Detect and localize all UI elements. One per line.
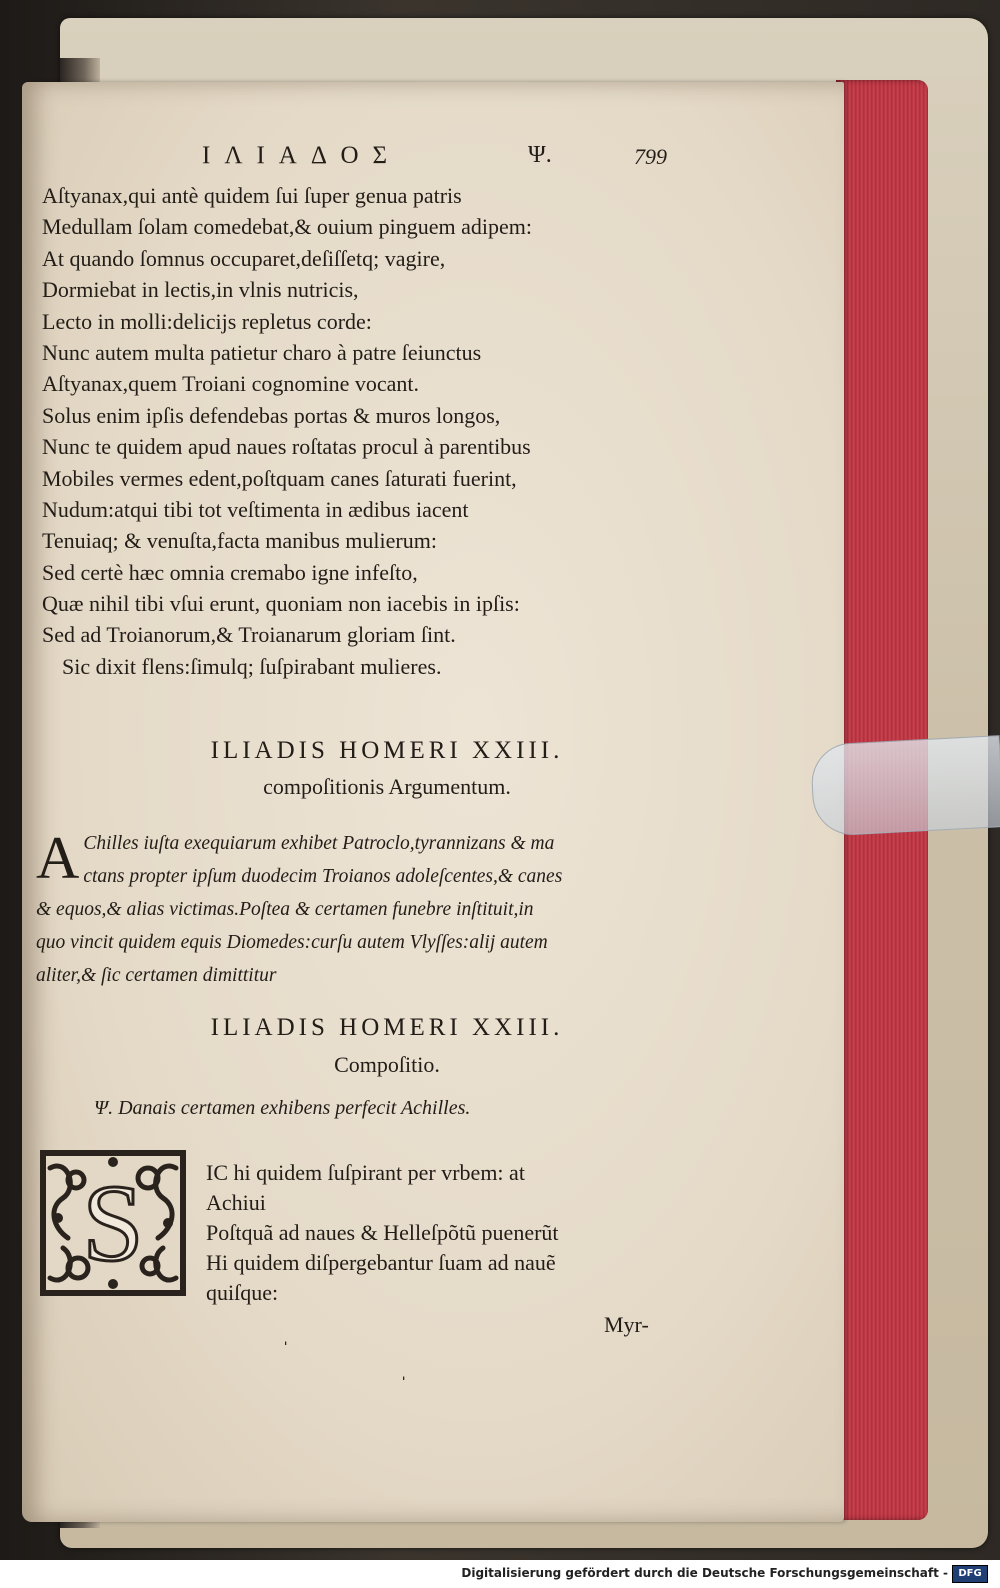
verse-line: Lecto in molli:delicijs repletus corde: — [42, 308, 372, 334]
argument-line: quo vincit quidem equis Diomedes:curſu autem Vlyſſes:alij autem — [36, 932, 548, 953]
ornamental-drop-cap — [38, 1148, 188, 1298]
opening-verses — [206, 1158, 696, 1308]
verse-line: Nunc te quidem apud naues roſtatas procul à parentibus — [42, 434, 531, 460]
argument-line: & equos,& alias victimas.Poſtea & certamen funebre inſtituit,in — [36, 899, 534, 920]
argument-subtitle: compoſitionis Argumentum. — [263, 774, 511, 799]
page-content — [22, 82, 844, 1522]
drop-cap-ornament-icon — [38, 1148, 188, 1298]
verse-line: Mobiles vermes edent,poſtquam canes ſaturati fuerint, — [42, 465, 517, 491]
verse-line: Solus enim ipſis defendebas portas & muros longos, — [42, 402, 501, 428]
verse-line: Achiui — [206, 1190, 266, 1215]
verse-line: Tenuiaq; & venuſta,facta manibus mulierum: — [42, 528, 437, 554]
argument-line: Chilles iuſta exequiarum exhibet Patroclo,tyrannizans & ma — [83, 833, 555, 854]
verse-line: Sic dixit flens:ſimulq; ſuſpirabant mulieres. — [62, 653, 442, 679]
verse-line: Dormiebat in lectis,in vlnis nutricis, — [42, 277, 359, 303]
argument-line: ctans propter ipſum duodecim Troianos adoleſcentes,& canes — [83, 866, 563, 887]
verse-line: Quæ nihil tibi vſui erunt, quoniam non iacebis in ipſis: — [42, 591, 520, 617]
verse-line: Medullam ſolam comedebat,& ouium pinguem adipem: — [42, 214, 533, 240]
verse-line: IC hi quidem ſuſpirant per vrbem: at — [206, 1160, 525, 1185]
verse-line: Sed ad Troianorum,& Troianarum gloriam ſint. — [42, 622, 456, 648]
footer-bar — [0, 1560, 1000, 1588]
verse-block — [42, 180, 702, 682]
verse-summary: Ψ. Danais certamen exhibens perfecit Achilles. — [94, 1097, 471, 1119]
verse-line: quiſque: — [206, 1280, 279, 1305]
composition-title: ILIADIS HOMERI XXIII. — [210, 1014, 564, 1041]
stray-ink-mark: ˈ — [282, 1337, 290, 1362]
verse-line: At quando ſomnus occuparet,deſiſſetq; vagire, — [42, 245, 446, 271]
verse-line: Aſtyanax,qui antè quidem ſui ſuper genua patris — [42, 183, 462, 208]
chapter-mark: Ψ. — [528, 142, 552, 168]
verse-line: Hi quidem diſpergebantur ſuam ad nauẽ — [206, 1250, 556, 1275]
verse-line: Nunc autem multa patietur charo à patre ſeiunctus — [42, 339, 482, 365]
verse-line: Poſtquã ad naues & Helleſpõtũ puenerũt — [206, 1220, 559, 1245]
drop-cap-letter: S — [82, 1162, 144, 1284]
page-number: 799 — [634, 144, 667, 169]
verse-line: Aſtyanax,quem Troiani cognomine vocant. — [42, 371, 419, 397]
verse-line: Nudum:atqui tibi tot veſtimenta in ædibus iacent — [42, 496, 469, 522]
stray-ink-mark: ˈ — [400, 1372, 408, 1397]
translucent-bookmark — [810, 735, 1000, 837]
argument-initial: A — [36, 825, 80, 891]
running-head: ΙΛΙΑΔΟΣ — [202, 142, 402, 169]
catchword: Myr- — [604, 1312, 649, 1337]
book-page — [22, 82, 844, 1522]
argument-line: aliter,& ſic certamen dimittitur — [36, 965, 277, 986]
verse-line: Sed certè hæc omnia cremabo igne infeſto, — [42, 559, 418, 585]
argument-paragraph — [36, 827, 696, 992]
funding-credit: Digitalisierung gefördert durch die Deutsche Forschungsgemeinschaft - — [461, 1566, 948, 1580]
composition-subtitle: Compoſitio. — [334, 1052, 440, 1077]
argument-title: ILIADIS HOMERI XXIII. — [210, 737, 564, 764]
dfg-logo: DFG — [952, 1565, 988, 1583]
